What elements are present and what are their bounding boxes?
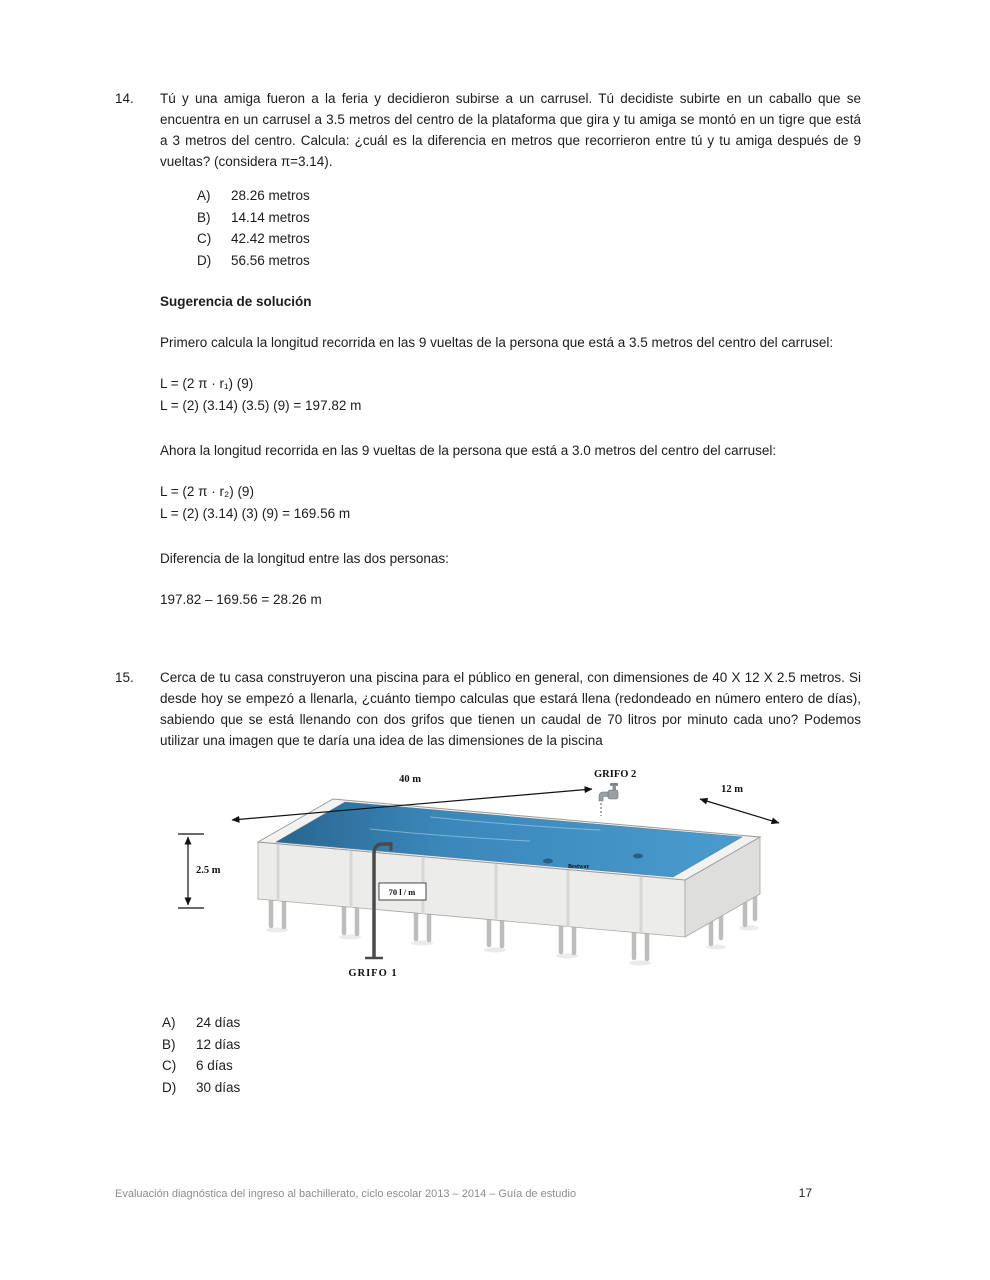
option-row <box>197 185 861 207</box>
option-label: D) <box>197 252 212 268</box>
option-label: A) <box>197 188 211 203</box>
formula-block-1 <box>160 373 861 417</box>
dim-40m-label: 40 m <box>399 774 421 785</box>
option-row <box>197 207 861 229</box>
option-text: 6 días <box>196 1058 233 1073</box>
option-label: C) <box>197 231 212 246</box>
option-text: 56.56 metros <box>231 252 310 268</box>
option-label: C) <box>162 1058 177 1073</box>
question-14-number: 14. <box>115 91 134 106</box>
option-row <box>197 250 861 272</box>
question-14 <box>115 88 861 611</box>
option-text: 24 días <box>196 1015 241 1030</box>
question-14-text: Tú y una amiga fueron a la feria y decidieron subirse a un carrusel. Tú decidiste subirte en un caballo que se encuentra en un carrusel a 3.5 metros del centro de la plataforma que gira y tu amiga se montó en un tigre que está a 3 metros del centro. Calcula: ¿cuál es la diferencia en metros que recorrieron entre tú y tu amiga después de 9 vueltas? (considera π=3.14). <box>160 91 861 169</box>
formula-line: L = (2 π · r₂) (9) <box>160 484 254 499</box>
question-15-text: Cerca de tu casa construyeron una piscina para el público en general, con dimensiones de 40 X 12 X 2.5 metros. Si desde hoy se empezó a llenarla, ¿cuánto tiempo calculas que estará llena (redondeado en número entero de días), sabiendo que se está llenando con dos grifos que tienen un caudal de 70 litros por minuto cada uno? Podemos utilizar una imagen que te daría una idea de las dimensiones de la piscina <box>160 670 861 748</box>
dim-depth-label: 2.5 m <box>196 865 221 876</box>
pool-figure-wrap <box>170 757 790 992</box>
option-row <box>162 1034 861 1056</box>
question-15 <box>115 667 861 1098</box>
dim-12m-line <box>700 799 779 823</box>
pool-fitting <box>633 854 643 859</box>
solution-heading: Sugerencia de solución <box>160 294 312 309</box>
solution-paragraph-1: Primero calcula la longitud recorrida en las 9 vueltas de la persona que está a 3.5 metros del centro del carrusel: <box>160 335 834 350</box>
flow-rate-label: 70 l / m <box>388 887 416 897</box>
option-text: 12 días <box>196 1036 241 1052</box>
option-label: B) <box>162 1036 176 1052</box>
question-15-number: 15. <box>115 670 134 685</box>
option-label: A) <box>162 1015 176 1030</box>
option-text: 42.42 metros <box>231 231 310 246</box>
solution-paragraph-3: Diferencia de la longitud entre las dos personas: <box>160 551 449 566</box>
faucet-2-icon <box>599 783 618 816</box>
document-content <box>115 88 861 1098</box>
option-text: 28.26 metros <box>231 188 310 203</box>
pool-fitting <box>543 859 553 864</box>
formula-result: 197.82 – 169.56 = 28.26 m <box>160 592 322 607</box>
pool-brand-label: Bestway <box>568 864 590 870</box>
option-text: 30 días <box>196 1079 241 1095</box>
question-15-options <box>162 1012 861 1098</box>
formula-block-2 <box>160 481 861 525</box>
page-footer <box>115 1186 812 1200</box>
solution-paragraph-2: Ahora la longitud recorrida en las 9 vueltas de la persona que está a 3.0 metros del centro del carrusel: <box>160 443 777 458</box>
option-row <box>162 1012 861 1034</box>
option-label: D) <box>162 1079 177 1095</box>
footer-text: Evaluación diagnóstica del ingreso al bachillerato, ciclo escolar 2013 – 2014 – Guía de estudio <box>115 1188 577 1200</box>
grifo2-label: GRIFO 2 <box>594 769 637 780</box>
page-number: 17 <box>798 1186 812 1200</box>
pool-figure <box>170 757 790 992</box>
formula-line: L = (2 π · r₁) (9) <box>160 376 254 391</box>
dim-12m-label: 12 m <box>721 784 743 795</box>
option-row <box>162 1077 861 1099</box>
grifo1-label: GRIFO 1 <box>348 968 398 979</box>
formula-line: L = (2) (3.14) (3) (9) = 169.56 m <box>160 506 351 521</box>
option-row <box>162 1055 861 1077</box>
option-row <box>197 228 861 250</box>
question-14-options <box>197 185 861 271</box>
option-text: 14.14 metros <box>231 209 310 225</box>
option-label: B) <box>197 209 211 225</box>
formula-line: L = (2) (3.14) (3.5) (9) = 197.82 m <box>160 398 362 413</box>
